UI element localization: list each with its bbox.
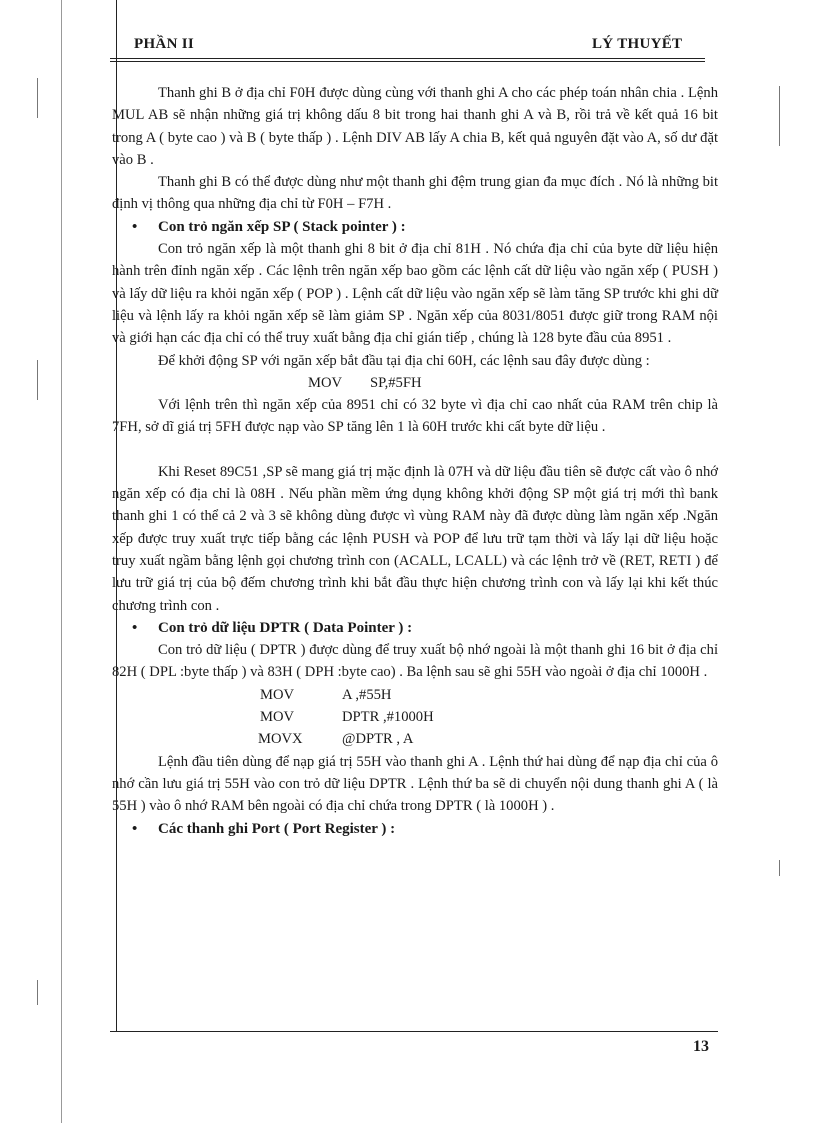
section-bullet-sp [112, 216, 718, 238]
margin-mark [779, 86, 780, 146]
section-bullet-dptr [112, 617, 718, 639]
code-opcode: MOVX [258, 731, 303, 748]
paragraph: Thanh ghi B ở địa chỉ F0H được dùng cùng với thanh ghi A cho các phép toán nhân chia . Lệnh MUL AB sẽ nhận những giá trị không dấu 8 bit trong hai thanh ghi A và B, rồi trả về kết quả 16 bit trong A ( byte cao ) và B ( byte thấp ) . Lệnh DIV AB lấy A chia B, kết quả nguyên đặt vào A, số dư đặt vào B . [112, 85, 718, 168]
bullet-icon: • [132, 619, 138, 636]
code-line [112, 706, 718, 728]
margin-mark [37, 78, 38, 118]
margin-mark [779, 860, 780, 876]
paragraph: Con trỏ dữ liệu ( DPTR ) được dùng để truy xuất bộ nhớ ngoài là một thanh ghi 16 bit ở địa chỉ 82H ( DPL :byte thấp ) và 83H ( DPH :byte cao) . Ba lệnh sau sẽ ghi 55H vào ngoài ở địa chỉ 1000H . [112, 642, 718, 681]
code-opcode: MOV [260, 709, 295, 726]
code-operand: DPTR ,#1000H [342, 709, 434, 726]
margin-mark [37, 360, 38, 400]
code-line [112, 372, 718, 394]
paragraph: Để khởi động SP với ngăn xếp bắt đầu tại địa chỉ 60H, các lệnh sau đây được dùng : [158, 352, 650, 369]
bullet-icon: • [132, 218, 138, 235]
code-line [112, 684, 718, 706]
paragraph: Lệnh đầu tiên dùng để nạp giá trị 55H vào thanh ghi A . Lệnh thứ hai dùng để nạp địa chỉ của ô nhớ cần lưu giá trị 55H vào con trỏ dữ liệu DPTR . Lệnh thứ ba sẽ di chuyển nội dung thanh ghi A ( là 55H ) vào ô nhớ RAM bên ngoài có địa chỉ chứa trong DPTR ( là 1000H ) . [112, 753, 718, 815]
paragraph: Thanh ghi B có thể được dùng như một thanh ghi đệm trung gian đa mục đích . Nó là những bit định vị thông qua những địa chỉ từ F0H – F7H . [112, 174, 718, 213]
bullet-icon: • [132, 820, 138, 837]
bullet-text: Con trỏ ngăn xếp SP ( Stack pointer ) : [158, 218, 406, 235]
code-operand: @DPTR , A [342, 731, 414, 748]
code-operand: A ,#55H [342, 686, 392, 703]
header-rule [110, 58, 705, 59]
code-opcode: MOV [308, 374, 343, 391]
code-operand: SP,#5FH [370, 374, 422, 391]
blank-line [112, 439, 718, 461]
margin-line [61, 0, 62, 1123]
page-number: 13 [693, 1038, 709, 1055]
bullet-text: Các thanh ghi Port ( Port Register ) : [158, 820, 396, 837]
code-line [112, 728, 718, 750]
margin-mark [37, 980, 38, 1005]
header-section-label: PHẦN II [134, 36, 195, 52]
bullet-text: Con trỏ dữ liệu DPTR ( Data Pointer ) : [158, 619, 413, 636]
paragraph: Khi Reset 89C51 ,SP sẽ mang giá trị mặc định là 07H và dữ liệu đầu tiên sẽ được cất vào ô nhớ ngăn xếp có địa chỉ là 08H . Nếu phần mềm ứng dụng không khởi động SP một giá trị mới thì bank thanh ghi 1 có thể cả 2 và 3 sẽ không dùng được vì vùng RAM này đã được dùng làm ngăn xếp .Ngăn xếp được truy xuất trực tiếp bằng các lệnh PUSH và POP để lưu trữ tạm thời và lấy lại dữ liệu hoặc truy xuất ngầm bằng lệnh gọi chương trình con (ACALL, LCALL) và các lệnh trở về (RET, RETI ) để lưu trữ giá trị của bộ đếm chương trình khi bắt đầu thực hiện chương trình con và lấy lại khi kết thúc chương trình con . [112, 463, 718, 614]
section-bullet-port [112, 818, 718, 840]
header-chapter-title: LÝ THUYẾT [592, 36, 683, 52]
paragraph: Con trỏ ngăn xếp là một thanh ghi 8 bit ở địa chỉ 81H . Nó chứa địa chỉ của byte dữ liệu hiện hành trên đỉnh ngăn xếp . Các lệnh trên ngăn xếp bao gồm các lệnh cất dữ liệu vào ngăn xếp ( PUSH ) và lấy dữ liệu ra khỏi ngăn xếp ( POP ) . Lệnh cất dữ liệu vào ngăn xếp sẽ làm tăng SP trước khi ghi dữ liệu và lệnh lấy ra khỏi ngăn xếp sẽ làm giảm SP . Ngăn xếp của 8031/8051 được giữ trong RAM nội và giới hạn các địa chỉ có thể truy xuất bằng địa chỉ gián tiếp , chúng là 128 byte đầu của 8951 . [112, 241, 718, 347]
footer-rule [110, 1031, 718, 1032]
paragraph: Với lệnh trên thì ngăn xếp của 8951 chỉ có 32 byte vì địa chỉ cao nhất của RAM trên chip là 7FH, sở dĩ giá trị 5FH được nạp vào SP tăng lên 1 là 60H trước khi cất byte dữ liệu . [112, 397, 718, 436]
code-opcode: MOV [260, 686, 295, 703]
header-rule-double [110, 61, 705, 62]
page-body [112, 82, 718, 840]
